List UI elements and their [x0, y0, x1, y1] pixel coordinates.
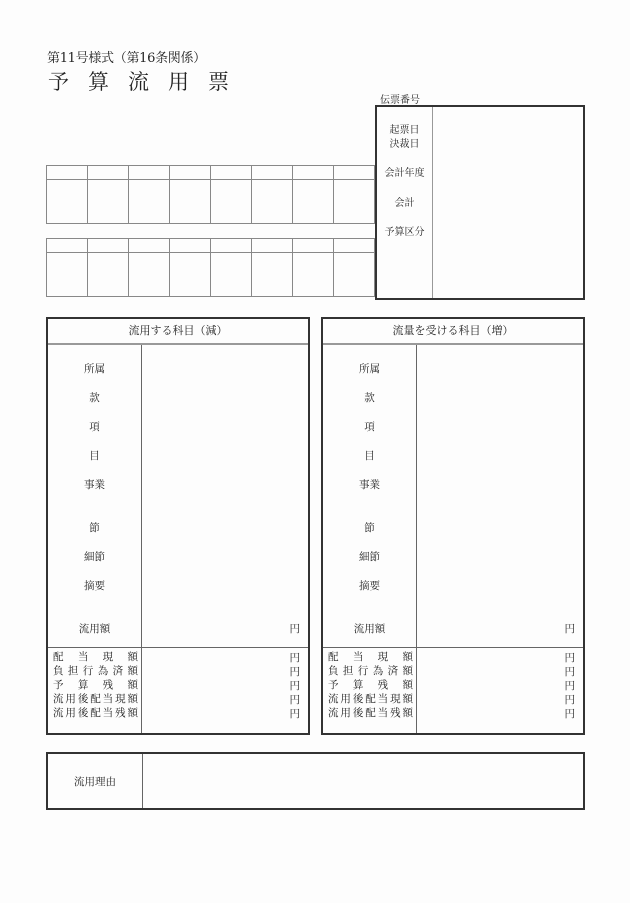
divider: [432, 107, 433, 298]
approval-date-label: 決裁日: [389, 139, 420, 150]
summary-label: 流用後配当現額: [328, 693, 413, 705]
stamp-grid-1: [46, 165, 375, 224]
stamp-cell[interactable]: [88, 180, 129, 224]
issue-date-label: 起票日: [389, 125, 420, 136]
field-label: 項: [89, 421, 100, 433]
yen-unit: 円: [564, 623, 575, 635]
stamp-cell[interactable]: [170, 253, 211, 297]
field-label: 事業: [359, 479, 380, 491]
yen-unit: 円: [289, 694, 300, 706]
divider: [48, 647, 308, 648]
title-char: 票: [208, 70, 229, 94]
field-label: 目: [364, 450, 375, 462]
summary-label: 配当現額: [328, 651, 413, 663]
yen-unit: 円: [564, 680, 575, 692]
increase-account-box: [321, 317, 585, 735]
stamp-cell[interactable]: [170, 180, 211, 224]
form-number: 第11号様式（第16条関係）: [47, 51, 206, 66]
yen-unit: 円: [289, 652, 300, 664]
field-label: 摘要: [84, 580, 105, 592]
field-label: 節: [364, 522, 375, 534]
budget-category-label: 予算区分: [384, 227, 425, 238]
field-label: 項: [364, 421, 375, 433]
title-char: 予: [48, 70, 69, 94]
yen-unit: 円: [289, 666, 300, 678]
yen-unit: 円: [289, 680, 300, 692]
stamp-cell[interactable]: [252, 180, 293, 224]
page-title: [48, 66, 248, 96]
yen-unit: 円: [289, 708, 300, 720]
yen-unit: 円: [564, 652, 575, 664]
reason-box: [46, 752, 585, 810]
divider: [142, 754, 143, 808]
slip-number-label: 伝票番号: [380, 95, 420, 106]
divider: [141, 345, 142, 733]
field-label: 款: [89, 392, 100, 404]
divider: [323, 647, 583, 648]
account-label: 会計: [394, 198, 415, 209]
fiscal-year-label: 会計年度: [384, 168, 425, 179]
field-label: 細節: [84, 551, 105, 563]
increase-title: 流量を受ける科目（増）: [323, 319, 583, 345]
stamp-cell[interactable]: [252, 253, 293, 297]
field-label: 摘要: [359, 580, 380, 592]
yen-unit: 円: [564, 666, 575, 678]
yen-unit: 円: [564, 694, 575, 706]
field-label: 所属: [84, 363, 105, 375]
amount-label: 流用額: [353, 623, 386, 635]
decrease-title: 流用する科目（減）: [48, 319, 308, 345]
field-label: 目: [89, 450, 100, 462]
title-char: 用: [168, 70, 189, 94]
summary-label: 流用後配当残額: [53, 707, 138, 719]
stamp-cell[interactable]: [129, 253, 170, 297]
reason-label: 流用理由: [74, 776, 116, 788]
stamp-cell[interactable]: [211, 180, 252, 224]
summary-label: 負担行為済額: [53, 665, 138, 677]
yen-unit: 円: [564, 708, 575, 720]
decrease-account-box: [46, 317, 310, 735]
summary-label: 配当現額: [53, 651, 138, 663]
field-label: 節: [89, 522, 100, 534]
summary-label: 予算残額: [328, 679, 413, 691]
stamp-cell[interactable]: [293, 180, 334, 224]
field-label: 款: [364, 392, 375, 404]
field-label: 細節: [359, 551, 380, 563]
summary-label: 流用後配当現額: [53, 693, 138, 705]
stamp-cell[interactable]: [47, 180, 88, 224]
summary-label: 負担行為済額: [328, 665, 413, 677]
summary-label: 予算残額: [53, 679, 138, 691]
field-label: 所属: [359, 363, 380, 375]
slip-info-box: [375, 105, 585, 300]
stamp-grid-2: [46, 238, 375, 297]
stamp-cell[interactable]: [293, 253, 334, 297]
stamp-cell[interactable]: [129, 180, 170, 224]
stamp-cell[interactable]: [211, 253, 252, 297]
title-char: 算: [88, 70, 109, 94]
stamp-cell[interactable]: [88, 253, 129, 297]
summary-label: 流用後配当残額: [328, 707, 413, 719]
stamp-cell[interactable]: [47, 253, 88, 297]
stamp-cell[interactable]: [334, 253, 375, 297]
field-label: 事業: [84, 479, 105, 491]
divider: [416, 345, 417, 733]
title-char: 流: [128, 70, 149, 94]
amount-label: 流用額: [78, 623, 111, 635]
yen-unit: 円: [289, 623, 300, 635]
stamp-cell[interactable]: [334, 180, 375, 224]
